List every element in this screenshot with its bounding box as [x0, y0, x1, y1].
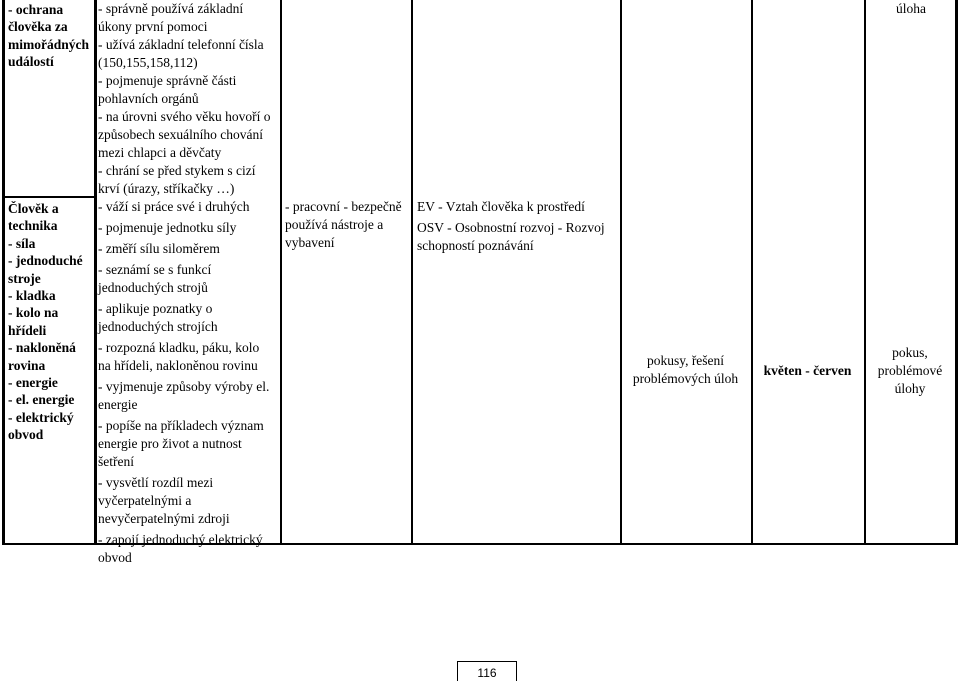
topic-line: - nakloněná: [8, 340, 76, 356]
topic-line: stroje: [8, 270, 41, 286]
outcome-line: - chrání se před stykem s cizí: [98, 163, 256, 178]
row-divider-topic: [2, 196, 97, 198]
table-border-left: [2, 0, 5, 545]
crosscut-osv: schopností poznávání: [417, 238, 534, 253]
section2-evaluation: [864, 344, 956, 398]
outcome-line: - vysvětlí rozdíl mezi: [98, 475, 214, 490]
table-border-right: [955, 0, 958, 545]
outcome-line: mezi chlapci a děvčaty: [98, 145, 222, 160]
safety-line: používá nástroje a: [285, 217, 384, 232]
topic-line: - el. energie: [8, 392, 75, 408]
outcome-line: na hřídeli, nakloněnou rovinu: [98, 358, 258, 373]
column-divider-3: [411, 0, 413, 545]
outcome-line: - zapojí jednoduchý elektrický: [98, 532, 263, 547]
outcome-line: - vyjmenuje způsoby výroby el.: [98, 379, 270, 394]
topic-line: obvod: [8, 427, 44, 443]
outcome-line: vyčerpatelnými a: [98, 493, 192, 508]
outcome-line: jednoduchých strojů: [98, 280, 208, 295]
outcome-line: - popíše na příkladech význam: [98, 418, 264, 433]
outcome-line: úkony první pomoci: [98, 19, 208, 34]
topic-line: rovina: [8, 357, 46, 373]
section1-topic: [8, 1, 92, 71]
methods-line: problémových úloh: [632, 371, 739, 386]
evaluation-line: problémové: [877, 363, 943, 378]
section1-outcomes: [98, 0, 280, 198]
crosscut-ev: EV - Vztah člověka k prostředí: [417, 199, 585, 214]
methods-line: pokusy, řešení: [646, 353, 725, 368]
outcome-line: - rozpozná kladku, páku, kolo: [98, 340, 260, 355]
safety-line: - pracovní - bezpečně: [285, 199, 402, 214]
topic-line: technika: [8, 218, 58, 234]
outcome-line: - správně používá základní: [98, 1, 244, 16]
outcome-line: obvod: [98, 550, 132, 565]
outcome-line: jednoduchých strojích: [98, 319, 218, 334]
outcome-line: - seznámí se s funkcí: [98, 262, 212, 277]
last-col-text: úloha: [896, 1, 926, 16]
outcome-line: energie: [98, 397, 138, 412]
time-text: květen - červen: [763, 363, 852, 378]
evaluation-line: úlohy: [894, 381, 926, 396]
outcome-line: šetření: [98, 454, 134, 469]
safety-line: vybavení: [285, 235, 335, 250]
topic-line: - kolo na: [8, 305, 59, 321]
outcome-line: nevyčerpatelnými zdroji: [98, 511, 230, 526]
column-divider-6: [864, 0, 866, 545]
column-divider-4: [620, 0, 622, 545]
page-number-box: [457, 661, 517, 681]
outcome-line: - změří sílu siloměrem: [98, 241, 220, 256]
column-divider-2: [280, 0, 282, 545]
topic-line: mimořádných: [8, 36, 89, 52]
outcome-line: - na úrovni svého věku hovoří o: [98, 109, 271, 124]
topic-line: - kladka: [8, 288, 56, 304]
topic-line: - energie: [8, 375, 58, 391]
section2-crosscut: [417, 198, 621, 255]
section1-last-col: [866, 0, 956, 18]
outcome-line: pohlavních orgánů: [98, 91, 199, 106]
topic-line: - elektrický: [8, 409, 74, 425]
outcome-line: krví (úrazy, stříkačky …): [98, 181, 235, 196]
topic-line: hřídeli: [8, 322, 47, 338]
section2-safety: [285, 198, 413, 252]
outcome-line: - pojmenuje správně části: [98, 73, 237, 88]
outcome-line: - užívá základní telefonní čísla: [98, 37, 264, 52]
topic-line: - jednoduché: [8, 253, 83, 269]
topic-line: - ochrana: [8, 2, 64, 17]
outcome-line: energie pro život a nutnost: [98, 436, 242, 451]
section2-methods: [621, 352, 750, 388]
topic-line: - síla: [8, 235, 36, 251]
section2-outcomes: [98, 198, 280, 567]
section2-time: [752, 362, 863, 380]
column-divider-5: [751, 0, 753, 545]
topic-line: člověka za: [8, 19, 68, 35]
outcome-line: (150,155,158,112): [98, 55, 198, 70]
outcome-line: způsobech sexuálního chování: [98, 127, 263, 142]
outcome-line: - váží si práce své i druhých: [98, 199, 250, 214]
section2-topic: [8, 200, 92, 444]
outcome-line: - pojmenuje jednotku síly: [98, 220, 237, 235]
column-divider-1: [94, 0, 97, 545]
topic-line: Člověk a: [8, 201, 59, 216]
crosscut-osv: OSV - Osobnostní rozvoj - Rozvoj: [417, 220, 605, 235]
page-number: 116: [477, 666, 497, 680]
outcome-line: - aplikuje poznatky o: [98, 301, 213, 316]
evaluation-line: pokus,: [892, 345, 928, 360]
topic-line: událostí: [8, 54, 54, 70]
